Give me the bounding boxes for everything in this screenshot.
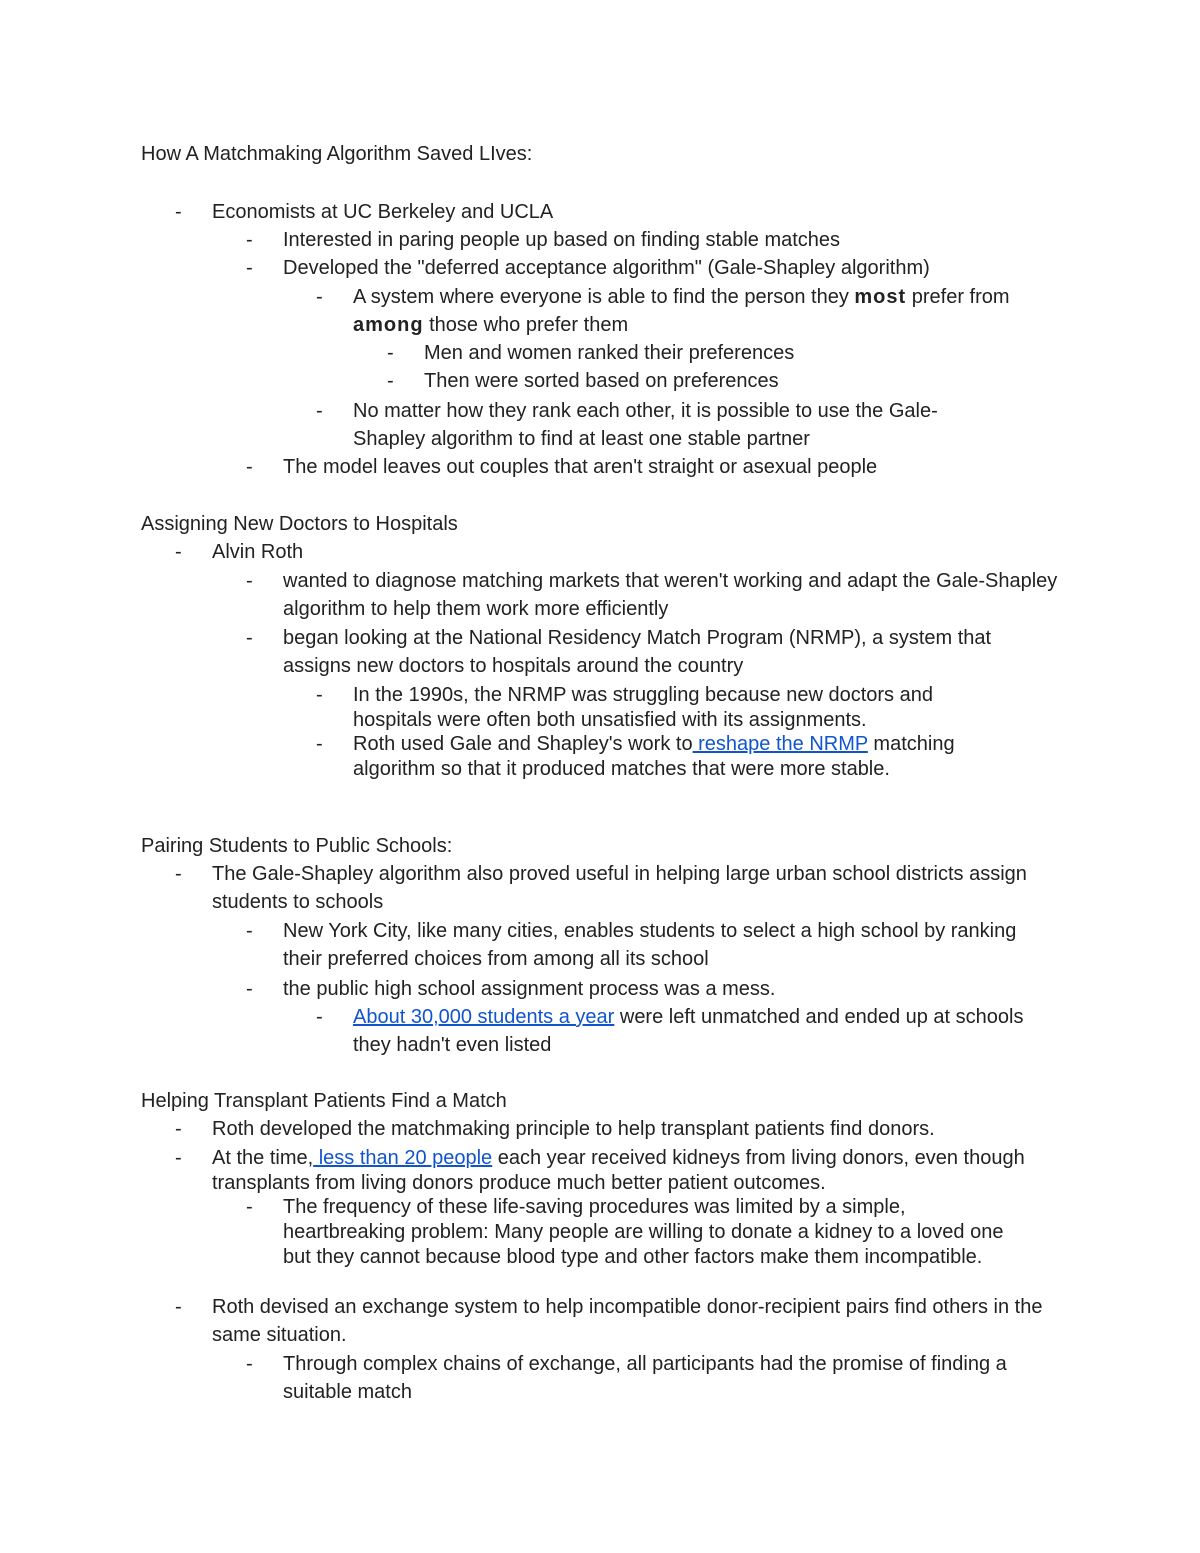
list-item-text: wanted to diagnose matching markets that weren't working and adapt the Gale-Shapley algorithm to help them work more efficiently [283, 570, 1058, 620]
section-heading-matchmaking: How A Matchmaking Algorithm Saved LIves: [141, 143, 533, 165]
text-run: matching algorithm so that it produced matches that were more stable. [353, 733, 955, 780]
bullet-dash: - [175, 1147, 182, 1169]
bullet-dash: - [246, 1196, 253, 1218]
bullet-dash: - [246, 920, 253, 942]
list-item-text [283, 975, 1063, 1003]
bullet-dash: - [316, 286, 323, 308]
text-run: those who prefer them [423, 314, 629, 336]
text-run: A system where everyone is able to find the person they [353, 286, 855, 308]
list-item [316, 683, 1003, 733]
list-item [387, 339, 1064, 367]
list-item-text: Interested in paring people up based on finding stable matches [283, 229, 841, 251]
list-item [246, 226, 1063, 254]
text-run: At the time, [212, 1147, 314, 1169]
bullet-dash: - [246, 1353, 253, 1375]
bold-text: most [854, 286, 907, 308]
students-per-year-link[interactable]: About 30,000 students a year [353, 1006, 615, 1028]
list-item [175, 1115, 1062, 1143]
section-heading-transplant: Helping Transplant Patients Find a Match [141, 1090, 507, 1112]
list-item-text: No matter how they rank each other, it is possible to use the Gale-Shapley algorithm to find at least one stable partner [353, 400, 938, 450]
list-item [387, 367, 1064, 395]
list-item [316, 1003, 1033, 1059]
list-item-text: Roth developed the matchmaking principle to help transplant patients find donors. [212, 1118, 935, 1140]
list-item [246, 1350, 1063, 1406]
list-item [175, 198, 1062, 226]
list-item [246, 917, 1043, 973]
text-run: Roth used Gale and Shapley's work to [353, 733, 693, 755]
list-item-text [353, 1003, 1033, 1059]
less-than-20-link[interactable]: less than 20 people [313, 1147, 493, 1169]
list-item [316, 732, 1018, 782]
text-run: each year received kidneys from living donors, even though transplants from living donors produce much better patient outcomes. [212, 1147, 1025, 1194]
section-heading-doctors: Assigning New Doctors to Hospitals [141, 513, 458, 535]
list-item-text: Alvin Roth [212, 541, 304, 563]
list-item-text: The frequency of these life-saving procedures was limited by a simple, heartbreaking problem: Many people are willing to donate a kidney to a loved one but they cannot because blood type and other factors make them incompatible. [283, 1196, 1004, 1268]
list-item [175, 538, 1062, 566]
list-item-text: The Gale-Shapley algorithm also proved useful in helping large urban school districts assign students to schools [212, 863, 1027, 913]
list-item [246, 624, 1063, 680]
bullet-dash: - [246, 456, 253, 478]
list-item [316, 283, 1053, 339]
bullet-dash: - [316, 400, 323, 422]
bullet-dash: - [387, 342, 394, 364]
list-item [246, 254, 1063, 282]
list-item [246, 1195, 1028, 1270]
list-item-text: Men and women ranked their preferences [424, 342, 795, 364]
bullet-dash: - [246, 570, 253, 592]
text-run: the public high school assignment process was a mess. [283, 978, 776, 1000]
bullet-dash: - [175, 1296, 182, 1318]
bullet-dash: - [246, 229, 253, 251]
list-item-text [353, 283, 1053, 339]
list-item-text: Roth devised an exchange system to help incompatible donor-recipient pairs find others in the same situation. [212, 1296, 1043, 1346]
list-item [246, 567, 1063, 623]
list-item-text: began looking at the National Residency Match Program (NRMP), a system that assigns new doctors to hospitals around the country [283, 627, 992, 677]
bullet-dash: - [387, 370, 394, 392]
list-item-text: The model leaves out couples that aren't straight or asexual people [283, 456, 878, 478]
list-item-text [353, 732, 1018, 782]
list-item [246, 453, 1063, 481]
list-item [246, 975, 1063, 1003]
list-item-text: Then were sorted based on preferences [424, 370, 779, 392]
list-item [175, 860, 1062, 916]
bullet-dash: - [246, 978, 253, 1000]
list-item [175, 1293, 1062, 1349]
bullet-dash: - [316, 733, 323, 755]
bullet-dash: - [175, 201, 182, 223]
list-item [316, 397, 993, 453]
bullet-dash: - [316, 1006, 323, 1028]
bullet-dash: - [246, 627, 253, 649]
bullet-dash: - [175, 1118, 182, 1140]
text-run: prefer from [906, 286, 1010, 308]
bullet-dash: - [175, 541, 182, 563]
bullet-dash: - [246, 257, 253, 279]
text-run: were left unmatched and ended up at schools they hadn't even listed [353, 1006, 1024, 1056]
reshape-nrmp-link[interactable]: reshape the NRMP [692, 733, 868, 755]
list-item-text: Developed the "deferred acceptance algorithm" (Gale-Shapley algorithm) [283, 257, 930, 279]
list-item-text: Through complex chains of exchange, all participants had the promise of finding a suitable match [283, 1353, 1007, 1403]
section-heading-schools: Pairing Students to Public Schools: [141, 835, 453, 857]
list-item-text [212, 1146, 1032, 1196]
bullet-dash: - [316, 684, 323, 706]
bold-text: among [353, 314, 424, 336]
list-item-text: In the 1990s, the NRMP was struggling because new doctors and hospitals were often both unsatisfied with its assignments. [353, 684, 933, 731]
list-item-text: Economists at UC Berkeley and UCLA [212, 201, 554, 223]
list-item-text: New York City, like many cities, enables students to select a high school by ranking their preferred choices from among all its school [283, 920, 1017, 970]
bullet-dash: - [175, 863, 182, 885]
list-item [175, 1146, 1032, 1196]
